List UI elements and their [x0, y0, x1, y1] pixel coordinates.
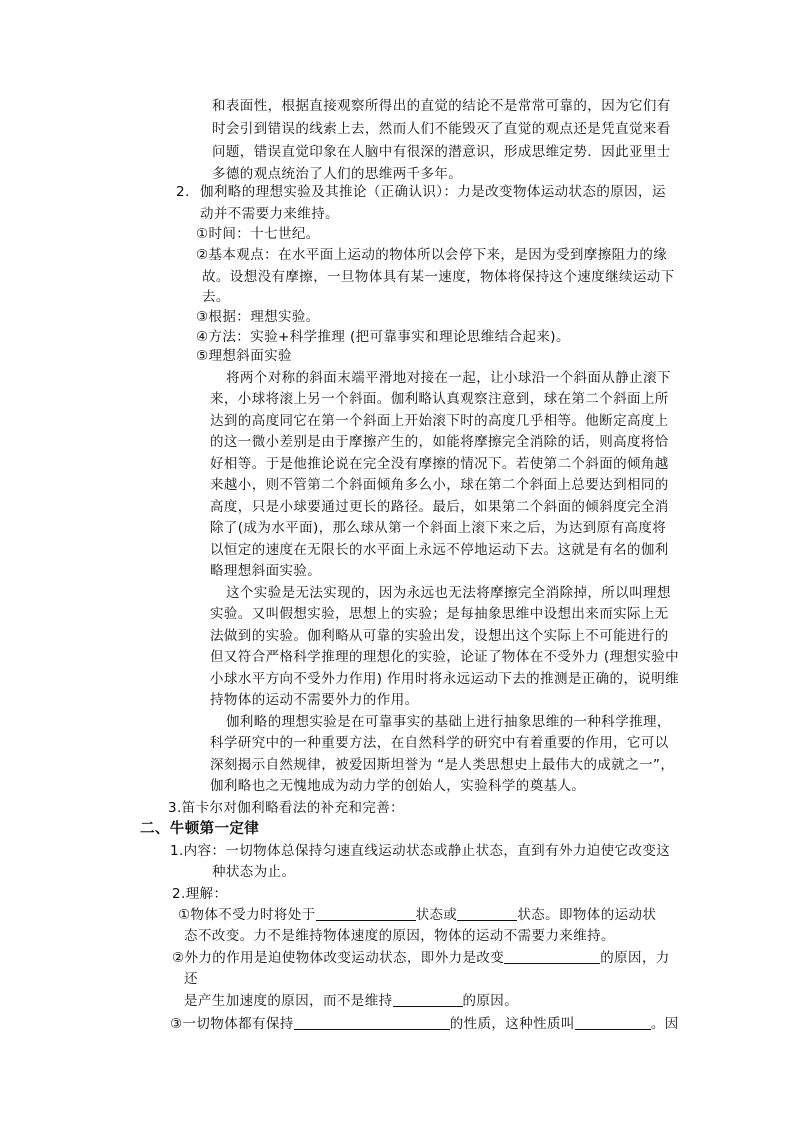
u2-text-a: ②外力的作用是迫使物体改变运动状态，即外力是改变 [172, 950, 505, 966]
slope-p1-line-5: 好相等。于是他推论说在完全没有摩擦的情况下。若使第二个斜面的倾角越 [210, 456, 669, 472]
slope-p2-line-3: 法做到的实验。伽利略从可靠的实验出发，设想出这个实际上不可能进行的 [210, 628, 669, 644]
u2-text-d: 是产生加速度的原因，而不是维持 [184, 993, 393, 1009]
understanding-2-line-1 [172, 948, 670, 968]
u3-text-b: 的性质，这种性质叫 [449, 1016, 575, 1032]
slope-p1-line-3: 达到的高度同它在第一个斜面上开始滚下时的高度几乎相等。他断定高度上 [210, 413, 669, 429]
fill-blank-3[interactable] [504, 949, 600, 964]
item-2-basic-line-1: ②基本观点：在水平面上运动的物体所以会停下来，是因为受到摩擦阻力的缘 [196, 247, 668, 263]
fill-blank-2[interactable] [457, 906, 517, 921]
item-3: 3.笛卡尔对伽利略看法的补充和完善： [168, 800, 405, 816]
understanding-label: 2.理解： [172, 886, 228, 902]
item-2-line-1: 伽利略的理想实验及其推论（正确认识）：力是改变物体运动状态的原因，运 [200, 184, 666, 200]
slope-p2-line-5: 小球水平方向不受外力作用) 作用时将永远运动下去的推测是正确的，说明维 [210, 671, 680, 687]
u2-text-b: 的原因，力 [600, 950, 670, 966]
content-line-2: 种状态为止。 [212, 864, 296, 880]
slope-p1-line-9: 以恒定的速度在无限长的水平面上永远不停地运动下去。这就是有名的伽利 [210, 542, 669, 558]
fill-blank-1[interactable] [316, 906, 416, 921]
slope-p1-line-6: 来越小，则不管第二个斜面倾角多么小，球在第二个斜面上总要达到相同的 [210, 477, 669, 493]
slope-p2-line-1: 这个实验是无法实现的，因为永远也无法将摩擦完全消除掉，所以叫理想 [226, 585, 671, 601]
slope-p2-line-4: 但又符合严格科学推理的理想化的实验，论证了物体在不受外力 (理想实验中 [210, 649, 680, 665]
slope-p1-line-10: 略理想斜面实验。 [210, 563, 322, 579]
slope-p1-line-8: 除了(成为水平面)，那么球从第一个斜面上滚下来之后，为达到原有高度将 [210, 520, 667, 536]
u3-text-a: ③一切物体都有保持 [170, 1016, 294, 1032]
u2-text-e: 的原因。 [462, 993, 519, 1009]
slope-p1-line-7: 高度，只是小球要通过更长的路径。最后，如果第二个斜面的倾斜度完全消 [210, 499, 669, 515]
u1-text-b: 状态或 [415, 907, 458, 923]
u3-text-c: 。因 [650, 1016, 679, 1032]
slope-p3-line-2: 科学研究中的一种重要方法，在自然科学的研究中有着重要的作用，它可以 [210, 735, 669, 751]
top-paragraph-line-1: 和表面性，根据直接观察所得出的直觉的结论不是常常可靠的，因为它们有 [212, 98, 671, 114]
top-paragraph-line-2: 时会引到错误的线索上去，然而人们不能毁灭了直觉的观点还是凭直觉来看 [212, 121, 671, 137]
slope-p2-line-6: 持物体的运动不需要外力的作用。 [210, 692, 419, 708]
item-2-basic-line-2: 故。设想没有摩擦，一旦物体具有某一速度，物体将保持这个速度继续运动下 [202, 269, 675, 285]
fill-blank-6[interactable] [575, 1015, 651, 1030]
item-2-basis: ③根据：理想实验。 [196, 309, 320, 325]
u1-text-a: ①物体不受力时将处于 [178, 907, 316, 923]
slope-p3-line-4: 伽利略也之无愧地成为动力学的创始人，实验科学的奠基人。 [210, 778, 586, 794]
item-2-method: ④方法：实验+科学推理 (把可靠事实和理论思维结合起来)。 [196, 329, 570, 345]
fill-blank-4[interactable] [393, 992, 463, 1007]
item-2-basic-line-3: 去。 [202, 289, 230, 305]
slope-p1-line-2: 来，小球将滚上另一个斜面。伽利略认真观察注意到，球在第二个斜面上所 [210, 391, 669, 407]
item-2-number: 2. [176, 184, 190, 200]
section-2-heading: 二、牛顿第一定律 [140, 821, 260, 837]
u1-text-c: 状态。即物体的运动状 [517, 907, 657, 923]
slope-p2-line-2: 实验。又叫假想实验，思想上的实验；是每抽象思维中设想出来而实际上无 [210, 606, 669, 622]
understanding-1-line-2: 态不改变。力不是维持物体速度的原因，物体的运动不需要力来维持。 [184, 928, 615, 944]
top-paragraph-line-4: 多德的观点统治了人们的思维两千多年。 [212, 166, 463, 182]
slope-p1-line-1: 将两个对称的斜面末端平滑地对接在一起，让小球沿一个斜面从静止滚下 [226, 370, 671, 386]
understanding-3-line-1 [170, 1014, 679, 1034]
slope-p1-line-4: 的这一微小差别是由于摩擦产生的，如能将摩擦完全消除的话，则高度将恰 [210, 434, 669, 450]
content-line-1: 1.内容：一切物体总保持匀速直线运动状态或静止状态，直到有外力迫使它改变这 [170, 843, 671, 859]
understanding-2-line-2 [184, 991, 518, 1011]
understanding-2-wrap: 还 [184, 971, 198, 987]
understanding-1-line-1 [178, 905, 656, 925]
item-2-line-2: 动并不需要力来维持。 [200, 206, 339, 222]
item-2-time: ①时间：十七世纪。 [196, 226, 320, 242]
top-paragraph-line-3: 问题，错误直觉印象在人脑中有很深的潜意识，形成思维定势．因此亚里士 [212, 144, 671, 160]
slope-p3-line-1: 伽利略的理想实验是在可靠事实的基础上进行抽象思维的一种科学推理， [226, 714, 671, 730]
item-2-slope-title: ⑤理想斜面实验 [196, 348, 292, 364]
slope-p3-line-3: 深刻揭示自然规律，被爱因斯坦誉为 “是人类思想史上最伟大的成就之一”， [210, 757, 675, 773]
fill-blank-5[interactable] [294, 1015, 450, 1030]
